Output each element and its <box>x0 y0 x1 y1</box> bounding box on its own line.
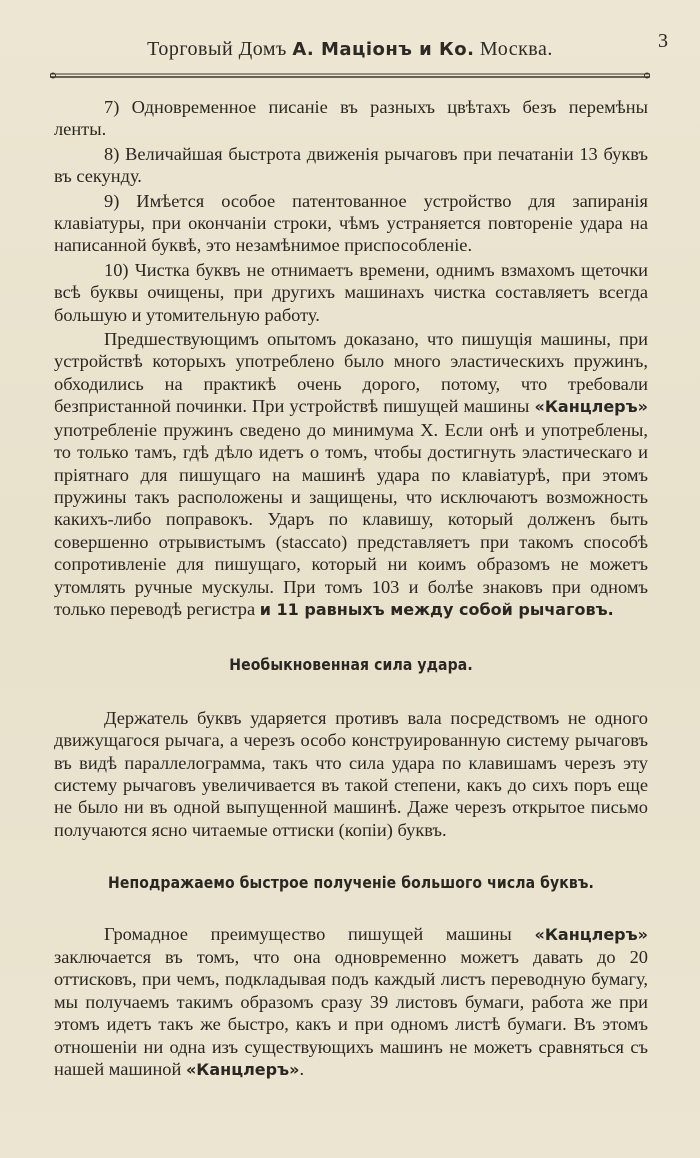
list-item-7: 7) Одновременное писаніе въ разныхъ цвѣтахъ безъ перемѣны ленты. <box>54 97 648 140</box>
paragraph-springs-part-b: употребленіе пружинъ сведено до минимума X. Если онѣ и употреблены, то только тамъ, гдѣ дѣло идетъ о томъ, чтобы достигнуть эластическаго и пріятнаго для пишущаго на машинѣ удара по клавіатурѣ, при этомъ пружины такъ расположены и защищены, что исключаютъ возможность какихъ-либо поправокъ. Ударъ по клавишу, который долженъ быть совершенно отрывистымъ (staccato) представляетъ при такомъ способѣ сопротивленіе для пишущаго, который ни коимъ образомъ не можетъ утомлять ручные мускулы. При томъ 103 и болѣе знаковъ при одномъ только переводѣ регистра <box>54 419 648 619</box>
paragraph-springs <box>54 328 648 621</box>
brand-name: «Канцлеръ» <box>185 1060 300 1080</box>
section-heading-copies: Неподражаемо быстрое полученіе большого числа буквъ. <box>108 874 594 893</box>
list-item-9: 9) Имѣется особое патентованное устройство для запиранія клавіатуры, при окончаніи строки, чѣмъ устраняется повтореніе удара на написанной буквѣ, это незамѣнимое приспособленіе. <box>54 190 648 256</box>
header-text-before: Торговый Домъ <box>147 38 293 60</box>
ornament-rule-icon <box>50 72 650 80</box>
brand-name: «Канцлеръ» <box>534 924 648 944</box>
paragraph-strike-force: Держатель буквъ ударяется противъ вала посредствомъ не одного движущагося рычага, а черезъ особо конструированную систему рычаговъ въ видѣ параллелограмма, такъ что сила удара по клавишамъ черезъ эту систему рычаговъ увеличивается въ такой степени, какъ до сихъ поръ еще не было ни въ одной выпущенной машинѣ. Даже черезъ открытое письмо получаются ясно читаемые оттиски (копіи) буквъ. <box>54 707 648 840</box>
brand-name: «Канцлеръ» <box>534 397 648 417</box>
bold-phrase-levers: и 11 равныхъ между собой рычаговъ. <box>259 599 614 619</box>
header-firm-name: А. Маціонъ и Ко. <box>292 39 475 60</box>
main-text <box>54 96 648 1083</box>
header-ornament-rule <box>50 72 650 80</box>
paragraph-copies-part-a: Громадное преимущество пишущей машины <box>104 923 535 944</box>
paragraph-copies <box>54 923 648 1082</box>
running-header <box>0 38 700 61</box>
list-item-8: 8) Величайшая быстрота движенія рычаговъ при печатаніи 13 буквъ въ секунду. <box>54 143 648 187</box>
paragraph-springs-part-a: Предшествующимъ опытомъ доказано, что пишущія машины, при устройствѣ которыхъ употреблено было много эластическихъ пружинъ, обходились на практикѣ очень дорого, потому, что требовали безпристанной починки. При устройствѣ пишущей машины <box>54 329 648 417</box>
paragraph-copies-end: . <box>299 1059 305 1080</box>
section-heading-strike-force: Необыкновенная сила удара. <box>229 656 473 675</box>
page-number: 3 <box>658 30 668 52</box>
list-item-10: 10) Чистка буквъ не отнимаетъ времени, однимъ взмахомъ щеточки всѣ буквы очищены, при другихъ машинахъ чистка составляетъ всегда большую и утомительную работу. <box>54 259 648 325</box>
paragraph-copies-part-b: заключается въ томъ, что она одновременно можетъ давать до 20 оттисковъ, при чемъ, подкладывая подъ каждый листъ переводную бумагу, мы получаемъ такимъ образомъ сразу 39 листовъ бумаги, работа же при этомъ идетъ такъ же быстро, какъ и при одномъ листѣ бумаги. Въ этомъ отношеніи ни одна изъ существующихъ машинъ не можетъ сравняться съ нашей машиной <box>54 947 648 1080</box>
header-text-after: Москва. <box>474 38 553 60</box>
